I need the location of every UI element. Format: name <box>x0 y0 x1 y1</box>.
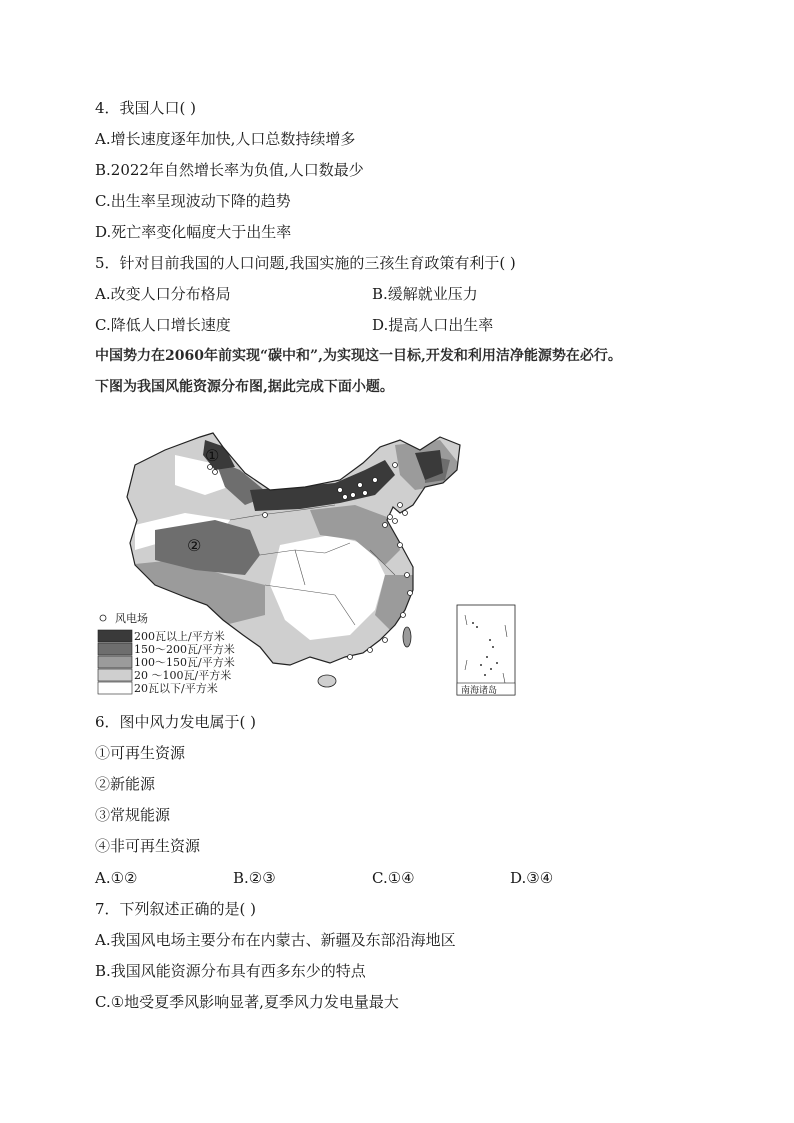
q6-item-2: ②新能源 <box>95 775 156 793</box>
legend-label-150: 150～200瓦/平方米 <box>134 643 235 656</box>
q5-option-c: C.降低人口增长速度 <box>95 316 231 334</box>
intro-line-1: 中国势力在2060年前实现“碳中和”,为实现这一目标,开发和利用洁净能源势在必行。 <box>95 348 622 364</box>
q4-option-b: B.2022年自然增长率为负值,人口数最少 <box>95 161 364 179</box>
q7-option-a: A.我国风电场主要分布在内蒙古、新疆及东部沿海地区 <box>95 931 456 949</box>
q6-item-4: ④非可再生资源 <box>95 837 201 855</box>
q7-option-c: C.①地受夏季风影响显著,夏季风力发电量最大 <box>95 993 399 1011</box>
q5-stem: 5．针对目前我国的人口问题,我国实施的三孩生育政策有利于( ) <box>95 254 516 272</box>
intro-line-2: 下图为我国风能资源分布图,据此完成下面小题。 <box>95 379 394 395</box>
q6-option-b: B.②③ <box>233 869 276 887</box>
legend-swatch-0 <box>98 682 132 694</box>
q5-option-a: A.改变人口分布格局 <box>95 285 231 303</box>
map-marker-1: ① <box>205 446 220 465</box>
q6-option-d: D.③④ <box>510 869 554 887</box>
south-china-sea-inset <box>457 605 515 696</box>
inset-label: 南海诸岛 <box>461 686 498 696</box>
legend-label-0: 20瓦以下/平方米 <box>134 682 218 695</box>
q5-option-d: D.提高人口出生率 <box>372 316 494 334</box>
legend-label-200: 200瓦以上/平方米 <box>134 630 225 643</box>
map-marker-2: ② <box>187 536 202 555</box>
legend-swatch-150 <box>98 643 132 655</box>
q6-item-3: ③常规能源 <box>95 806 171 824</box>
legend-swatch-100 <box>98 656 132 668</box>
taiwan-island <box>403 627 411 647</box>
wind-resource-map <box>95 425 535 700</box>
q4-option-d: D.死亡率变化幅度大于出生率 <box>95 223 292 241</box>
q7-stem: 7．下列叙述正确的是( ) <box>95 900 257 918</box>
legend-swatch-20 <box>98 669 132 681</box>
q6-item-1: ①可再生资源 <box>95 744 186 762</box>
q6-option-c: C.①④ <box>372 869 415 887</box>
legend-station-label: 风电场 <box>115 612 148 625</box>
q4-option-a: A.增长速度逐年加快,人口总数持续增多 <box>95 130 356 148</box>
q5-option-b: B.缓解就业压力 <box>372 285 478 303</box>
q6-stem: 6．图中风力发电属于( ) <box>95 713 257 731</box>
legend-swatch-200 <box>98 630 132 642</box>
legend-label-20: 20 ～100瓦/平方米 <box>134 669 232 682</box>
map-legend <box>98 611 235 695</box>
q4-stem: 4．我国人口( ) <box>95 99 197 117</box>
hainan-island <box>318 675 336 687</box>
q7-option-b: B.我国风能资源分布具有西多东少的特点 <box>95 962 366 980</box>
legend-label-100: 100～150瓦/平方米 <box>134 656 235 669</box>
q6-option-a: A.①② <box>95 869 138 887</box>
q4-option-c: C.出生率呈现波动下降的趋势 <box>95 192 291 210</box>
